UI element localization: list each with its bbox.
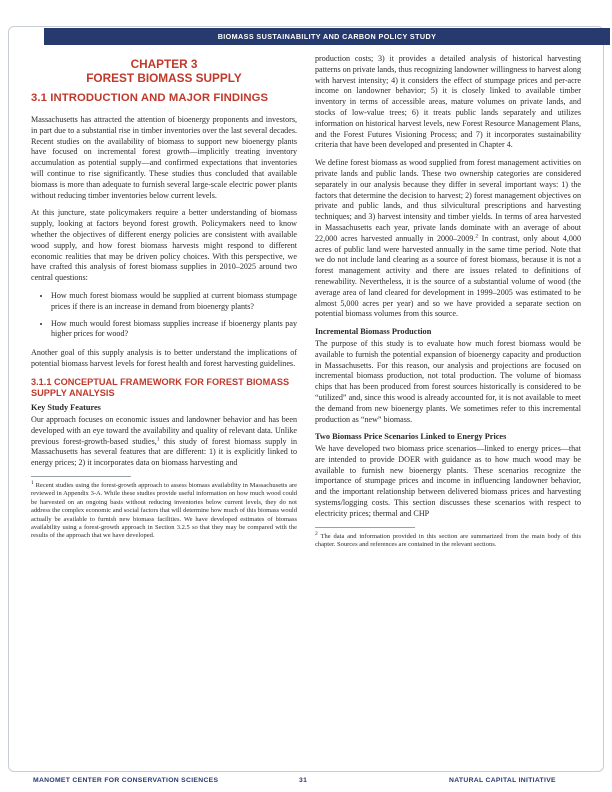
chapter-title [31, 58, 297, 85]
paragraph-text: We define forest biomass as wood supplied from forest management activities on private lands and public lands. These two ownership categories are considered separately in our analysis because they differ in several important ways: 1) the factors that determine the decision to harvest; 2) forest management objectives on private and public lands, and thus silvicultural prescriptions and harvesting techniques; and 3) harvest intensity and timber yields. In terms of area harvested in Massachusetts each year, private lands dominate with an average of about 22,000 acres harvested annually in 2000–2009. [315, 158, 581, 243]
footnote-divider [315, 527, 415, 528]
subsection-heading: 3.1.1 CONCEPTUAL FRAMEWORK FOR FOREST BIOMASS SUPPLY ANALYSIS [31, 376, 290, 398]
footnote-ref[interactable]: 2 [475, 233, 479, 240]
paragraph-text: this study of forest biomass supply in Massachusetts has several features that are different: 1) it is explicitly linked to energy prices; 2) it incorporates data on biomass harvesting and [31, 436, 297, 468]
footnote [315, 530, 581, 550]
footnote-mark: 1 [31, 479, 34, 486]
paragraph: At this juncture, state policymakers require a better understanding of biomass supply, looking at factors beyond forest growth. Policymakers need to know whether the objectives of different energy policies are consistent with available wood supply, and how forest biomass harvests might respond to different economic realities that may be driven policy choices. With this perspective, we have crafted this analysis of forest biomass supplies in 2010–2025 around two central questions: [31, 208, 297, 283]
section-heading: 3.1 INTRODUCTION AND MAJOR FINDINGS [31, 92, 269, 104]
paragraph-text: Our approach focuses on economic issues and landowner behavior and has been developed with an eye toward the availability and quality of relevant data. Unlike previous forest-growth-based studies, [31, 414, 297, 446]
subheading-key-features: Key Study Features [31, 403, 101, 413]
paragraph [315, 158, 581, 320]
list-item: • How much would forest biomass supplies increase if bioenergy plants pay higher prices for wood? [51, 319, 297, 341]
paragraph-text: In contrast, only about 4,000 acres of public land were harvested annually in the same time period. Note that we do not include land clearing as a source of forest biomass, because it is not a forest management activity and there are issues related to definitions of renewability. Nevertheless, it is the source of a substantial volume of wood (the average area of land cleared for development in 1999–2005 was estimated to be almost 5,000 acres per year) and so we have provided a separate section on potential biomass volumes from this source. [315, 233, 581, 319]
right-column [315, 54, 581, 549]
paragraph: Another goal of this supply analysis is to better understand the implications of potential biomass harvest levels for forest health and forest harvesting guidelines. [31, 348, 297, 368]
page-number: 31 [299, 777, 308, 784]
footnote-mark: 2 [315, 530, 318, 537]
paragraph: The purpose of this study is to evaluate how much forest biomass would be available to furnish the potential expansion of bioenergy capacity and production in Massachusetts. For this reason, our analysis and projections are focused on incremental biomass production, not total production. The volume of biomass chips that has been produced from forest sources historically is considered to be “utilized” and, since this wood is already accounted for, it is not available to meet the demand from new bioenergy plants. We sometimes refer to this incremental production as “new” biomass. [315, 338, 581, 424]
question-list [31, 291, 297, 340]
footer-organization: MANOMET CENTER FOR CONSERVATION SCIENCES [33, 777, 219, 784]
footnote-ref[interactable]: 1 [156, 435, 160, 442]
footnote-divider [31, 476, 131, 477]
chapter-number: CHAPTER 3 [130, 57, 198, 71]
footer-initiative: NATURAL CAPITAL INITIATIVE [449, 777, 556, 784]
footnote-text: The data and information provided in this section are summarized from the main body of this chapter. Sources and references are contained in the relevant sections. [315, 532, 581, 549]
footnote-text: Recent studies using the forest-growth approach to assess biomass availability in Massachusetts are reviewed in Appendix 3-A. While these studies provide useful information on how much wood could be harvested on an ongoing basis without reducing inventories below current levels, they do not address the complex economic and social factors that will determine how much of this biomass would actually be available to furnish new biomass facilities. We have developed estimates of biomass availability using a forest-growth approach in Section 3.2.5 so that they may be compared with the results of the approach that we have developed. [31, 481, 298, 540]
footnote [31, 479, 298, 541]
chapter-name: FOREST BIOMASS SUPPLY [86, 70, 242, 85]
paragraph: Massachusetts has attracted the attention of bioenergy proponents and investors, in part due to a substantial rise in timber inventories over the last several decades. Recent studies on the availability of biomass to support new bioenergy plants have focused on incremental forest growth—implicitly treating inventory accumulation as potential supply—and confirmed expectations that inventories will continue to rise significantly. These studies thus concluded that available biomass is more than adequate to furnish several large-scale electric power plants without reducing timber inventories below current levels. [31, 115, 297, 200]
paragraph: production costs; 3) it provides a detailed analysis of historical harvesting patterns on private lands, thus recognizing landowner willingness to harvest along with harvest intensity; 4) it considers the effect of stumpage prices and per-acre income on landowner behavior; 5) it is closely linked to available timber inventory in terms of accessible areas, mature volumes on private lands, and stocks of low-value trees; 6) it treats public lands separately and utilizes information on historical harvest levels, new Forest Resource Management Plans, and the Forest Futures Visioning Process; and 7) it incorporates sustainability criteria that have been developed and presented in Chapter 4. [315, 54, 581, 150]
paragraph [31, 415, 297, 469]
subheading-price-scenarios: Two Biomass Price Scenarios Linked to Energy Prices [315, 432, 507, 442]
left-column [31, 58, 297, 541]
running-header [44, 28, 610, 45]
list-item: • How much forest biomass would be supplied at current biomass stumpage prices if there is an increase in demand from bioenergy plants? [51, 291, 297, 313]
subheading-incremental: Incremental Biomass Production [315, 327, 432, 337]
running-header-title: BIOMASS SUSTAINABILITY AND CARBON POLICY STUDY [217, 32, 437, 41]
paragraph: We have developed two biomass price scenarios—linked to energy prices—that are intended to provide DOER with guidance as to how much wood may be available to furnish new bioenergy plants. These scenarios recognize the importance of stumpage prices and income in influencing landowner behavior, and the important relationship between delivered biomass prices and harvesting systems/logging costs. This section discusses these scenarios with respect to electricity prices; thermal and CHP [315, 444, 581, 518]
